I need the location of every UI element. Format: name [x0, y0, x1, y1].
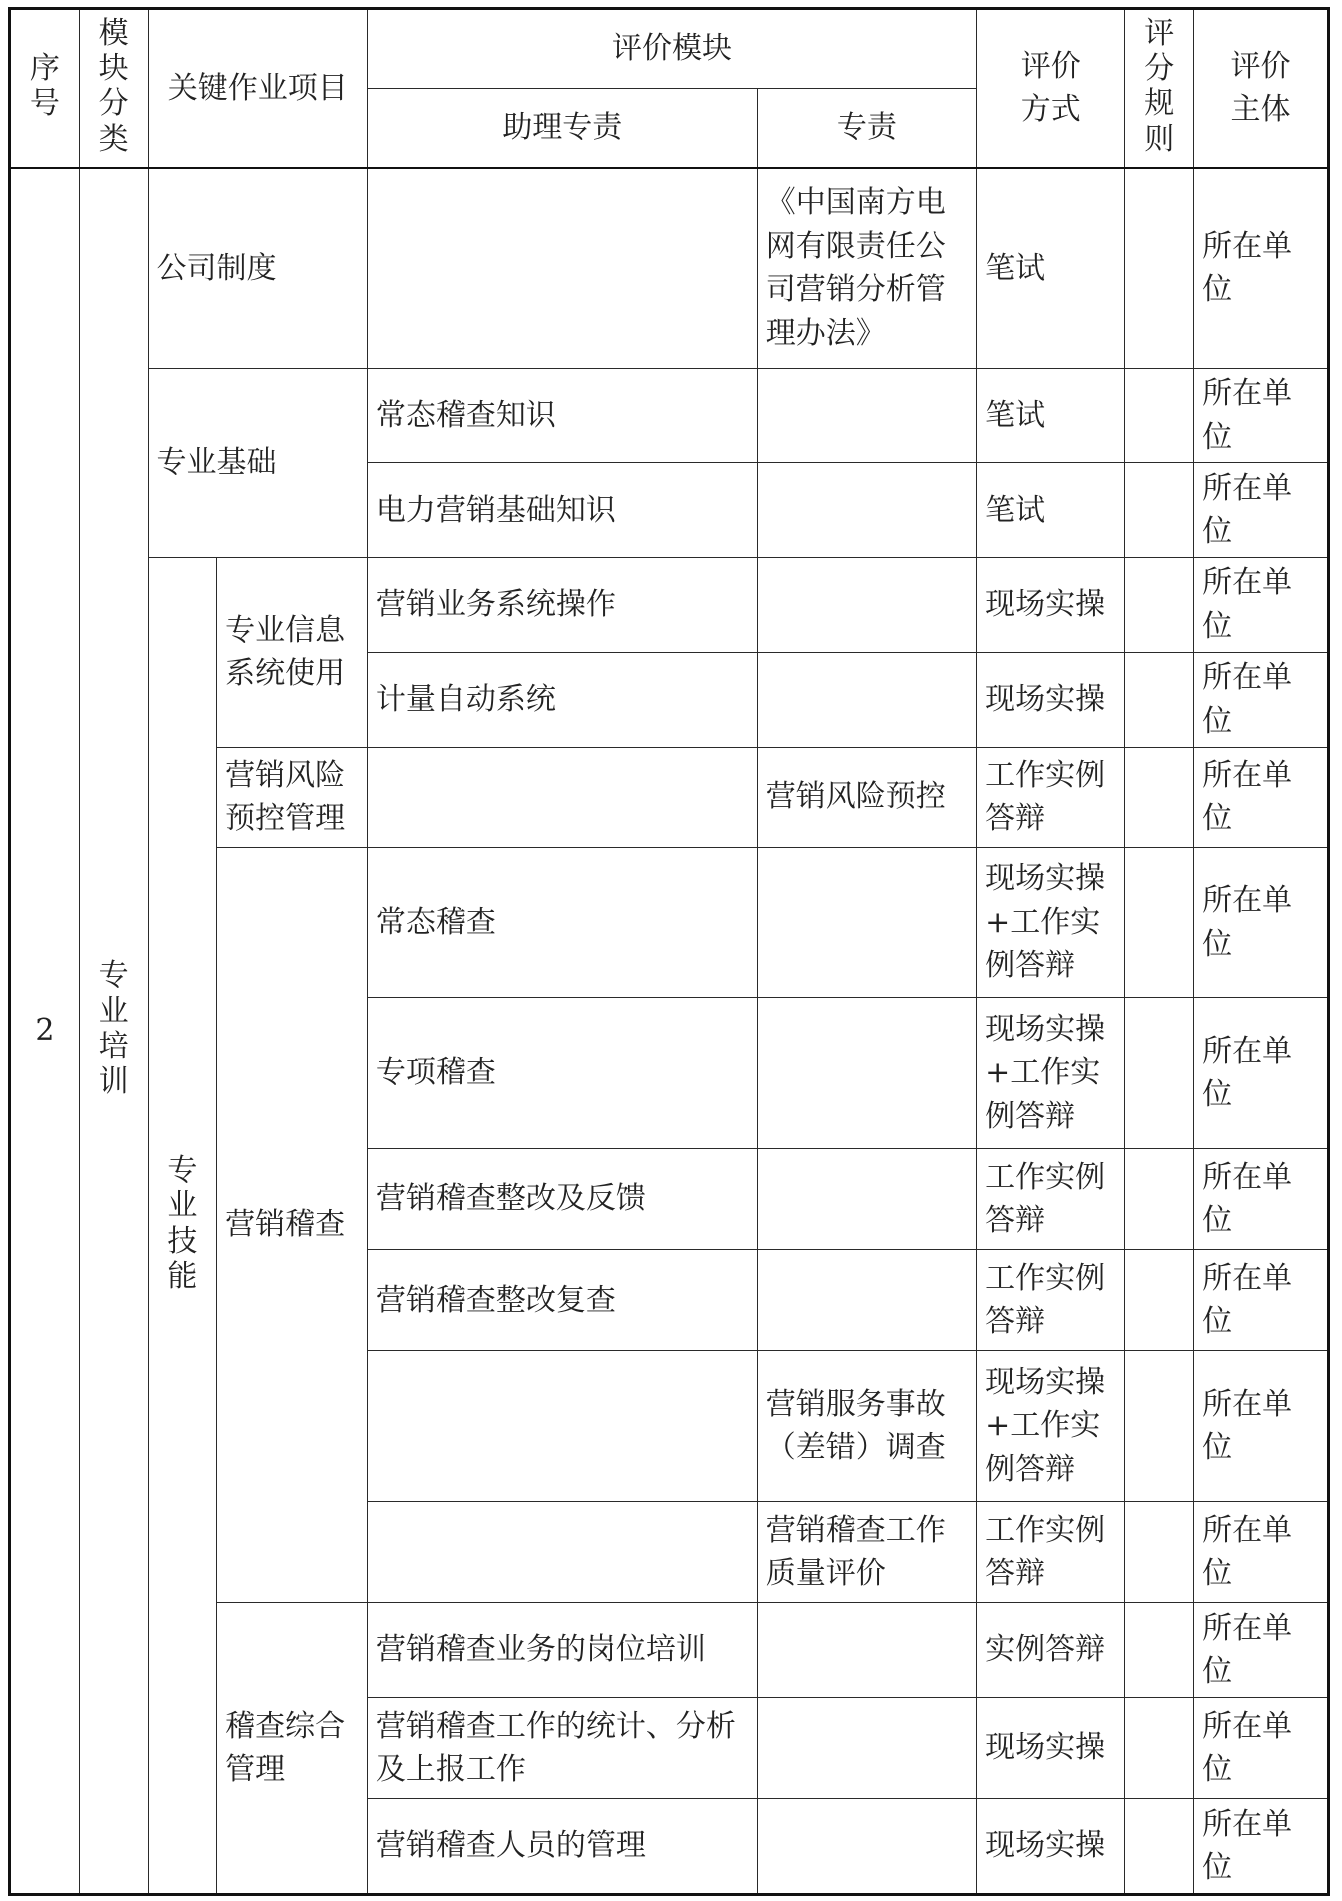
rule-cell	[1125, 998, 1194, 1149]
rule-cell	[1125, 1250, 1194, 1351]
subject-cell: 所在单位	[1194, 1250, 1329, 1351]
assistant-cell: 营销稽查人员的管理	[367, 1799, 757, 1895]
subject-cell: 所在单位	[1194, 168, 1329, 368]
header-seq: 序号	[10, 9, 80, 168]
subject-cell: 所在单位	[1194, 1697, 1329, 1798]
method-cell: 工作实例答辩	[977, 1250, 1125, 1351]
method-cell: 现场实操+工作实例答辩	[977, 1351, 1125, 1502]
assistant-cell: 电力营销基础知识	[367, 463, 757, 558]
assistant-cell: 营销稽查整改复查	[367, 1250, 757, 1351]
rule-cell	[1125, 558, 1194, 653]
rule-cell	[1125, 168, 1194, 368]
rule-cell	[1125, 1697, 1194, 1798]
specialist-cell	[757, 1697, 976, 1798]
specialist-cell	[757, 558, 976, 653]
method-cell: 现场实操+工作实例答辩	[977, 847, 1125, 998]
method-cell: 现场实操	[977, 1799, 1125, 1895]
subject-cell: 所在单位	[1194, 368, 1329, 463]
method-cell: 现场实操	[977, 558, 1125, 653]
assistant-cell: 常态稽查知识	[367, 368, 757, 463]
assistant-cell: 营销稽查业务的岗位培训	[367, 1603, 757, 1698]
rule-cell	[1125, 747, 1194, 847]
specialist-cell	[757, 998, 976, 1149]
assistant-cell: 计量自动系统	[367, 652, 757, 747]
specialist-cell	[757, 1799, 976, 1895]
assistant-cell	[367, 1351, 757, 1502]
group-module: 专业培训	[79, 168, 148, 1895]
header-module-category: 模块分类	[79, 9, 148, 168]
item-company-system: 公司制度	[148, 168, 367, 368]
specialist-cell	[757, 463, 976, 558]
item-pro-basis: 专业基础	[148, 368, 367, 557]
rule-cell	[1125, 1149, 1194, 1250]
item-risk: 营销风险预控管理	[217, 747, 368, 847]
subject-cell: 所在单位	[1194, 463, 1329, 558]
specialist-cell	[757, 1603, 976, 1698]
header-assistant: 助理专责	[367, 88, 757, 168]
subject-cell: 所在单位	[1194, 1799, 1329, 1895]
subject-cell: 所在单位	[1194, 1351, 1329, 1502]
subject-cell: 所在单位	[1194, 747, 1329, 847]
assistant-cell: 营销稽查整改及反馈	[367, 1149, 757, 1250]
specialist-cell: 营销稽查工作质量评价	[757, 1502, 976, 1603]
method-cell: 笔试	[977, 463, 1125, 558]
header-specialist: 专责	[757, 88, 976, 168]
specialist-cell	[757, 1250, 976, 1351]
assistant-cell: 常态稽查	[367, 847, 757, 998]
assistant-cell	[367, 168, 757, 368]
specialist-cell: 营销风险预控	[757, 747, 976, 847]
header-eval-method: 评价方式	[977, 9, 1125, 168]
specialist-cell	[757, 368, 976, 463]
subject-cell: 所在单位	[1194, 558, 1329, 653]
rule-cell	[1125, 1351, 1194, 1502]
rule-cell	[1125, 1799, 1194, 1895]
rule-cell	[1125, 652, 1194, 747]
item-info-system: 专业信息系统使用	[217, 558, 368, 747]
method-cell: 实例答辩	[977, 1603, 1125, 1698]
method-cell: 笔试	[977, 368, 1125, 463]
assistant-cell: 专项稽查	[367, 998, 757, 1149]
assistant-cell	[367, 1502, 757, 1603]
rule-cell	[1125, 847, 1194, 998]
header-key-items: 关键作业项目	[148, 9, 367, 168]
subject-cell: 所在单位	[1194, 1603, 1329, 1698]
assistant-cell	[367, 747, 757, 847]
header-eval-module: 评价模块	[367, 9, 976, 89]
specialist-cell	[757, 847, 976, 998]
method-cell: 现场实操+工作实例答辩	[977, 998, 1125, 1149]
rule-cell	[1125, 1603, 1194, 1698]
specialist-cell: 《中国南方电网有限责任公司营销分析管理办法》	[757, 168, 976, 368]
group-skills: 专业技能	[148, 558, 217, 1895]
rule-cell	[1125, 1502, 1194, 1603]
rule-cell	[1125, 368, 1194, 463]
subject-cell: 所在单位	[1194, 847, 1329, 998]
header-scoring-rule: 评分规则	[1125, 9, 1194, 168]
item-audit: 营销稽查	[217, 847, 368, 1603]
method-cell: 工作实例答辩	[977, 747, 1125, 847]
subject-cell: 所在单位	[1194, 1502, 1329, 1603]
specialist-cell	[757, 652, 976, 747]
evaluation-table	[8, 7, 1330, 1896]
method-cell: 现场实操	[977, 1697, 1125, 1798]
group-seq: 2	[10, 168, 80, 1895]
method-cell: 笔试	[977, 168, 1125, 368]
assistant-cell: 营销稽查工作的统计、分析及上报工作	[367, 1697, 757, 1798]
method-cell: 现场实操	[977, 652, 1125, 747]
method-cell: 工作实例答辩	[977, 1502, 1125, 1603]
rule-cell	[1125, 463, 1194, 558]
specialist-cell: 营销服务事故（差错）调查	[757, 1351, 976, 1502]
specialist-cell	[757, 1149, 976, 1250]
subject-cell: 所在单位	[1194, 1149, 1329, 1250]
subject-cell: 所在单位	[1194, 652, 1329, 747]
method-cell: 工作实例答辩	[977, 1149, 1125, 1250]
subject-cell: 所在单位	[1194, 998, 1329, 1149]
item-mgmt: 稽查综合管理	[217, 1603, 368, 1895]
header-eval-subject: 评价主体	[1194, 9, 1329, 168]
assistant-cell: 营销业务系统操作	[367, 558, 757, 653]
